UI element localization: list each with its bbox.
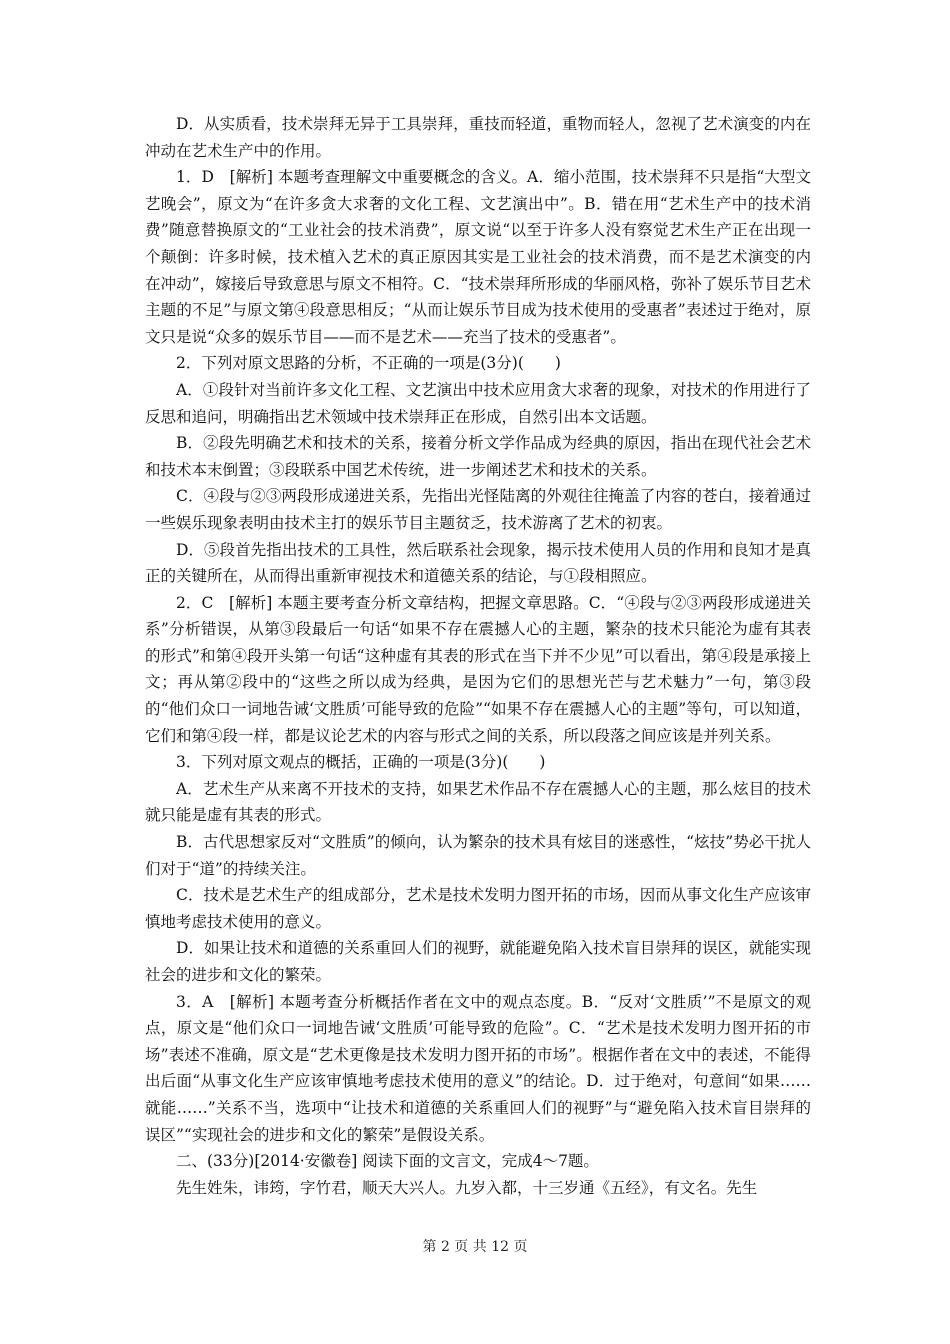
q2-option-d: D．⑤段首先指出技术的工具性，然后联系社会现象，揭示技术使用人员的作用和良知才是真正的关键所在，从而得出重新审视技术和道德关系的结论，与①段相照应。 xyxy=(145,540,811,586)
option-d-q1: D．从实质看，技术崇拜无异于工具崇拜，重技而轻道，重物而轻人，忽视了艺术演变的内在冲动在艺术生产中的作用。 xyxy=(145,115,811,160)
q3-option-a: A．艺术生产从来离不开技术的支持，如果艺术作品不存在震撼人心的主题，那么炫目的技术就只能是虚有其表的形式。 xyxy=(145,779,811,825)
section-two-heading: 二、(33分)[2014·安徽卷] 阅读下面的文言文，完成4～7题。 xyxy=(176,1152,599,1171)
q2-option-a: A．①段针对当前许多文化工程、文艺演出中技术应用贪大求奢的现象，对技术的作用进行了反思和追问，明确指出艺术领域中技术崇拜正在形成，自然引出本文话题。 xyxy=(145,380,811,426)
answer-analysis-1: 1．D [解析] 本题考查理解文中重要概念的含义。A．缩小范围，技术崇拜不只是指“大型文艺晚会”，原文为“在许多贪大求奢的文化工程、文艺演出中”。B．错在用“艺术生产中的技术消费”随意替换原文的“工业社会的技术消费”，原文说“以至于许多人没有察觉艺术生产正在出现一个颠倒：许多时候，技术植入艺术的真正原因其实是工业社会的技术消费，而不是艺术演变的内在冲动”，嫁接后导致意思与原文不相符。C．“技术崇拜所形成的华丽风格，弥补了娱乐节目艺术主题的不足”与原文第④段意思相反；“从而让娱乐节目成为技术使用的受惠者”表述过于绝对，原文只是说“众多的娱乐节目——而不是艺术——充当了技术的受惠者”。 xyxy=(145,168,811,346)
question-3: 3．下列对原文观点的概括，正确的一项是(3分)( ) xyxy=(176,753,546,772)
answer-analysis-2: 2．C [解析] 本题主要考查分析文章结构，把握文章思路。C．“④段与②③两段形成递进关系”分析错误，从第③段最后一句话“如果不存在震撼人心的主题，繁杂的技术只能沦为虚有其表的形式”和第④段开头第一句话“这种虚有其表的形式在当下并不少见”可以看出，第④段是承接上文；再从第②段中的“这些之所以成为经典，是因为它们的思想光芒与艺术魅力”一句，第③段的“他们众口一词地告诫‘文胜质’可能导致的危险”“如果不存在震撼人心的主题”等句，可以知道，它们和第④段一样，都是议论艺术的内容与形式之间的关系，所以段落之间应该是并列关系。 xyxy=(145,593,811,745)
q2-option-b: B．②段先明确艺术和技术的关系，接着分析文学作品成为经典的原因，指出在现代社会艺术和技术本末倒置；③段联系中国艺术传统，进一步阐述艺术和技术的关系。 xyxy=(145,434,811,479)
answer-analysis-3: 3．A [解析] 本题考查分析概括作者在文中的观点态度。B．“反对‘文胜质’”不是原文的观点，原文是“他们众口一词地告诫‘文胜质’可能导致的危险”。C．“艺术是技术发明力图开拓的市场”表述不准确，原文是“艺术更像是技术发明力图开拓的市场”。根据作者在文中的表述，不能得出后面“从事文化生产应该审慎地考虑技术使用的意义”的结论。D．过于绝对，句意间“如果……就能……”关系不当，选项中“让技术和道德的关系重回人们的视野”与“避免陷入技术盲目崇拜的误区”“实现社会的进步和文化的繁荣”是假设关系。 xyxy=(145,992,811,1144)
q3-option-b: B．古代思想家反对“文胜质”的倾向，认为繁杂的技术具有炫目的迷惑性，“炫技”势必干扰人们对于“道”的持续关注。 xyxy=(145,833,811,878)
q3-option-d: D．如果让技术和道德的关系重回人们的视野，就能避免陷入技术盲目崇拜的误区，就能实现社会的进步和文化的繁荣。 xyxy=(145,939,811,984)
page-body xyxy=(145,111,811,1201)
q2-option-c: C．④段与②③两段形成递进关系，先指出光怪陆离的外观往往掩盖了内容的苍白，接着通过一些娱乐现象表明由技术主打的娱乐节目主题贫乏，技术游离了艺术的初衷。 xyxy=(145,487,811,532)
page-number-footer: 第 2 页 共 12 页 xyxy=(422,1239,528,1255)
classical-passage: 先生姓朱，讳筠，字竹君，顺天大兴人。九岁入都，十三岁通《五经》，有文名。先生 xyxy=(176,1178,758,1197)
question-2: 2．下列对原文思路的分析，不正确的一项是(3分)( ) xyxy=(176,354,561,373)
q3-option-c: C．技术是艺术生产的组成部分，艺术是技术发明力图开拓的市场，因而从事文化生产应该审慎地考虑技术使用的意义。 xyxy=(145,886,811,931)
